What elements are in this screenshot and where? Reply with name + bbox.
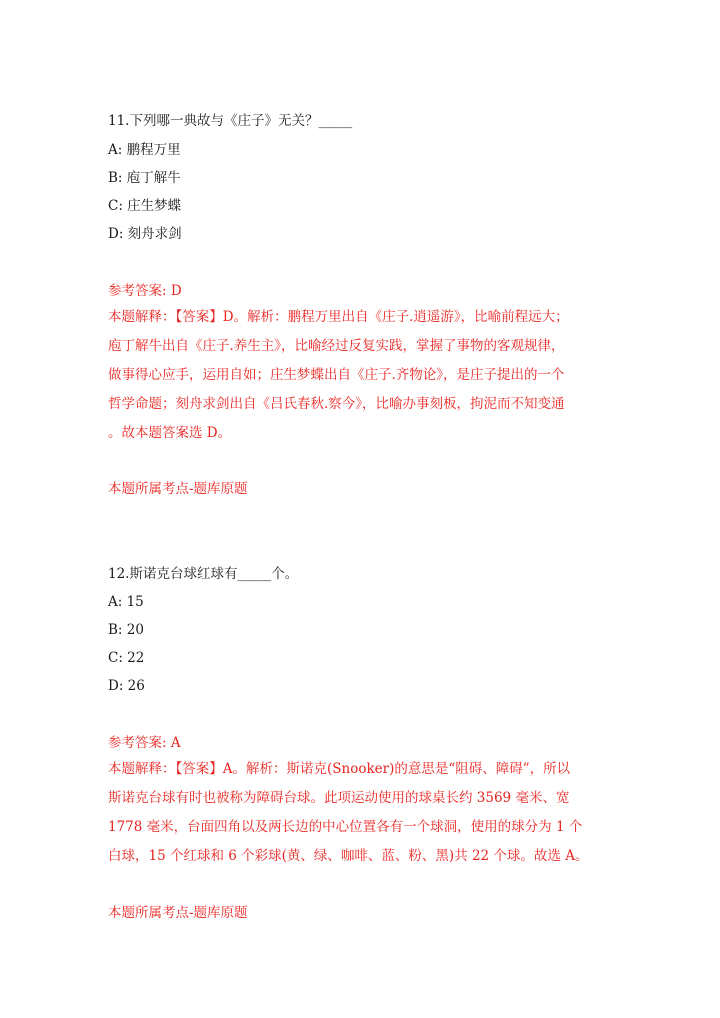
- explanation-line: 本题解释：【答案】A。解析：斯诺克(Snooker)的意思是“阻碍、障碍”，所以: [108, 761, 571, 777]
- question-12-explanation: [108, 755, 613, 871]
- question-11-stem: 11.下列哪一典故与《庄子》无关？_____: [108, 113, 353, 129]
- question-11-option-c: C: 庄生梦蝶: [108, 198, 182, 214]
- explanation-line: 哲学命题；刻舟求剑出自《吕氏春秋.察今》，比喻办事刻板，拘泥而不知变通: [108, 396, 565, 412]
- question-12-option-d: D: 26: [108, 678, 145, 694]
- question-12-source: 本题所属考点-题库原题: [108, 905, 248, 921]
- question-11-option-a: A: 鹏程万里: [108, 142, 181, 158]
- explanation-line: 本题解释：【答案】D。解析：鹏程万里出自《庄子.逍遥游》，比喻前程远大；: [108, 309, 569, 325]
- question-12-option-b: B: 20: [108, 622, 144, 638]
- question-12-option-c: C: 22: [108, 650, 145, 666]
- question-12-stem: 12.斯诺克台球红球有_____个。: [108, 566, 299, 582]
- question-11-option-d: D: 刻舟求剑: [108, 226, 182, 242]
- question-11-option-b: B: 庖丁解牛: [108, 170, 181, 186]
- explanation-line: 做事得心应手，运用自如；庄生梦蝶出自《庄子.齐物论》，是庄子提出的一个: [108, 367, 565, 383]
- question-12-answer: 参考答案: A: [108, 735, 181, 751]
- explanation-line: 白球，15 个红球和 6 个彩球(黄、绿、咖啡、蓝、粉、黑)共 22 个球。故选 A。: [108, 848, 589, 864]
- explanation-line: 。故本题答案选 D。: [108, 425, 232, 441]
- question-11-explanation: [108, 303, 613, 448]
- explanation-line: 斯诺克台球有时也被称为障碍台球。此项运动使用的球桌长约 3569 毫米、宽: [108, 790, 570, 806]
- question-12-option-a: A: 15: [108, 594, 144, 610]
- explanation-line: 庖丁解牛出自《庄子.养生主》，比喻经过反复实践，掌握了事物的客观规律，: [108, 338, 565, 354]
- explanation-line: 1778 毫米，台面四角以及两长边的中心位置各有一个球洞，使用的球分为 1 个: [108, 819, 583, 835]
- question-11-answer: 参考答案: D: [108, 283, 182, 299]
- question-11-source: 本题所属考点-题库原题: [108, 481, 248, 497]
